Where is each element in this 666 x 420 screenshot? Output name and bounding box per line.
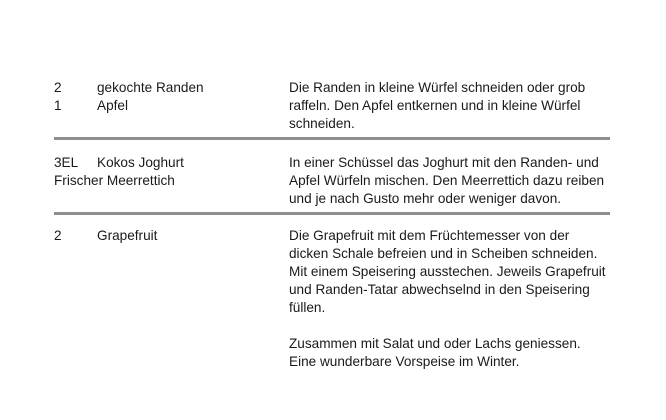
step-instructions: [289, 79, 610, 133]
ingredient-name: gekochte Randen: [97, 80, 204, 95]
ingredient-list: [54, 154, 289, 208]
ingredient-name: Apfel: [97, 98, 128, 113]
ingredient-quantity: 3EL: [54, 155, 79, 170]
step-instructions: [289, 227, 610, 371]
ingredient-list: [54, 227, 289, 371]
recipe-step-1: [54, 78, 610, 137]
instruction-paragraph: Die Randen in kleine Würfel schneiden oder grob raffeln. Den Apfel entkernen und in kleine Würfel schneiden.: [289, 80, 586, 131]
ingredient-name: Kokos Joghurt: [97, 155, 184, 170]
ingredient-row: [54, 97, 289, 115]
ingredient-quantity: 2: [54, 228, 62, 243]
ingredient-row: [54, 79, 289, 97]
ingredient-name: Frischer Meerrettich: [54, 173, 175, 188]
ingredient-row: [54, 154, 289, 172]
recipe-step-2: [54, 140, 610, 212]
ingredient-quantity: 2: [54, 80, 62, 95]
recipe-table: [54, 78, 610, 371]
ingredient-name: Grapefruit: [97, 228, 158, 243]
step-instructions: [289, 154, 610, 208]
instruction-paragraph: Die Grapefruit mit dem Früchtemesser von der dicken Schale befreien und in Scheiben schneiden. Mit einem Speisering ausstechen. Jeweils Grapefruit und Randen-Tatar abwechselnd in den Speisering füllen.: [289, 228, 606, 315]
ingredient-list: [54, 79, 289, 133]
recipe-step-3: [54, 215, 610, 371]
ingredient-quantity: 1: [54, 98, 62, 113]
instruction-paragraph: Zusammen mit Salat und oder Lachs geniessen. Eine wunderbare Vorspeise im Winter.: [289, 336, 581, 369]
ingredient-row: [54, 172, 289, 190]
ingredient-row: [54, 227, 289, 245]
instruction-paragraph: In einer Schüssel das Joghurt mit den Randen- und Apfel Würfeln mischen. Den Meerrettich dazu reiben und je nach Gusto mehr oder weniger davon.: [289, 155, 605, 206]
